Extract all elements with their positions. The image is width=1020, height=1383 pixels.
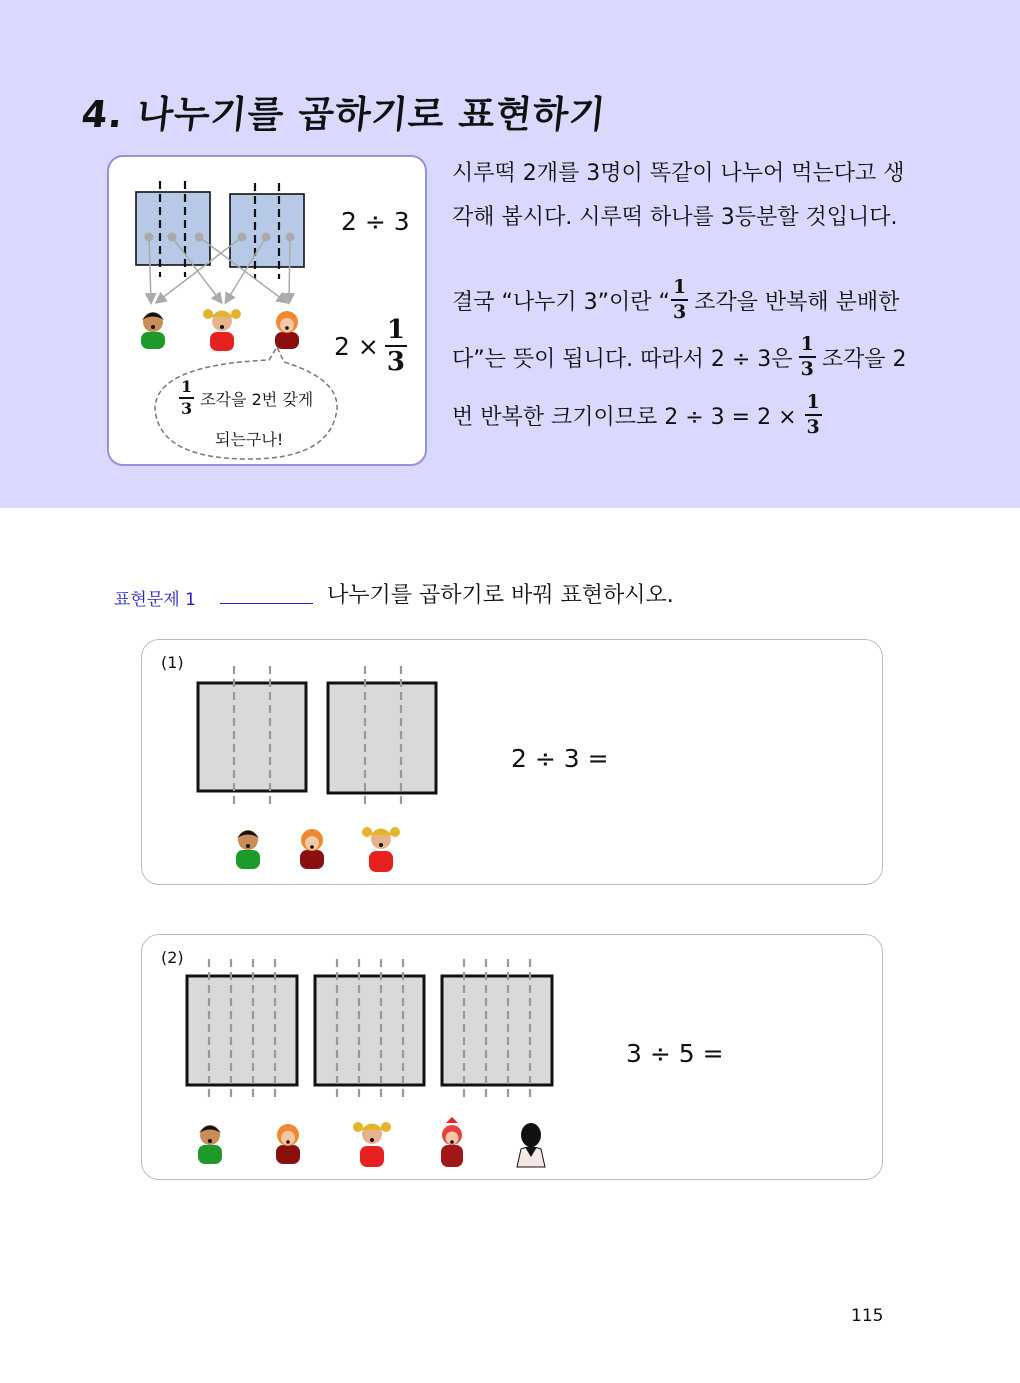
explanation-line2: 각해 봅시다. 시루떡 하나를 3등분할 것입니다. (452, 205, 898, 230)
problem-card-1 (141, 639, 883, 885)
problem-card-2 (141, 934, 883, 1180)
problem-number: (2) (161, 948, 184, 967)
person-icon-boy (236, 830, 260, 869)
expr-mul-prefix: 2 × (334, 331, 379, 361)
illustration-drawing (109, 157, 429, 468)
fraction-denominator: 3 (672, 301, 687, 323)
fraction-denominator: 3 (800, 358, 814, 380)
expr-multiplication (334, 317, 407, 375)
person-icon-blonde-girl (203, 309, 241, 351)
fraction-numerator: 1 (799, 335, 816, 358)
fraction-numerator: 1 (179, 379, 194, 399)
cake-1 (198, 683, 306, 791)
explanation-line5-start: 번 반복한 크기이므로 2 ÷ 3 = 2 × (452, 404, 797, 430)
cake-3 (442, 976, 552, 1085)
explanation-line4-end: 조각을 2 (821, 346, 907, 372)
problem-1-equation: 2 ÷ 3 = (511, 744, 609, 773)
bubble-line1 (179, 379, 313, 417)
problem-instruction: 나누기를 곱하기로 바꿔 표현하시오. (327, 583, 674, 608)
person-icon-orange-girl (276, 1124, 300, 1164)
fraction-numerator: 1 (671, 278, 688, 301)
explanation-line4-start: 다”는 뜻이 됩니다. 따라서 2 ÷ 3은 (452, 346, 793, 372)
person-icon-boy (141, 312, 165, 349)
person-icon-blonde-girl (362, 827, 400, 872)
fraction-one-third (385, 317, 407, 375)
page-number: 115 (851, 1306, 884, 1326)
fraction-numerator: 1 (805, 393, 822, 416)
fraction-one-third (805, 393, 822, 437)
problem-label: 표현문제 1 (114, 590, 196, 610)
answer-blank[interactable] (220, 603, 313, 604)
cake-right (230, 194, 304, 267)
cake-left (136, 192, 210, 265)
person-icon-blonde-girl (353, 1122, 391, 1167)
problem-number: (1) (161, 653, 184, 672)
problem-2-equation: 3 ÷ 5 = (626, 1039, 724, 1068)
explanation-line1: 시루떡 2개를 3명이 똑같이 나누어 먹는다고 생 (452, 161, 905, 186)
fraction-one-third (671, 278, 688, 322)
cake-2 (315, 976, 424, 1085)
explanation-line3-end: 조각을 반복해 분배한 (694, 289, 900, 315)
person-icon-orange-girl (300, 829, 324, 869)
explanation-line3 (452, 278, 899, 322)
cake-1 (187, 976, 297, 1085)
fraction-denominator: 3 (181, 399, 193, 418)
fraction-numerator: 1 (386, 315, 405, 345)
illustration-box (107, 155, 427, 466)
problem-2-drawing (142, 935, 884, 1181)
bubble-text: 조각을 2번 갖게 (200, 389, 314, 409)
bubble-fraction (179, 379, 194, 417)
explanation-line4 (452, 335, 907, 379)
expr-division: 2 ÷ 3 (341, 207, 410, 236)
section-title: 4. 나누기를 곱하기로 표현하기 (79, 93, 609, 136)
person-icon-red-girl (441, 1117, 463, 1167)
person-icon-dark-hair (517, 1123, 545, 1167)
bubble-line2: 되는구나! (215, 430, 284, 449)
cake-2 (328, 683, 436, 793)
explanation-line5 (452, 393, 822, 437)
explanation-line3-start: 결국 “나누기 3”이란 “ (452, 289, 670, 315)
fraction-denominator: 3 (806, 416, 820, 438)
person-icon-boy (198, 1125, 222, 1164)
person-icon-orange-girl (275, 311, 299, 349)
fraction-denominator: 3 (386, 347, 405, 377)
fraction-one-third (799, 335, 816, 379)
